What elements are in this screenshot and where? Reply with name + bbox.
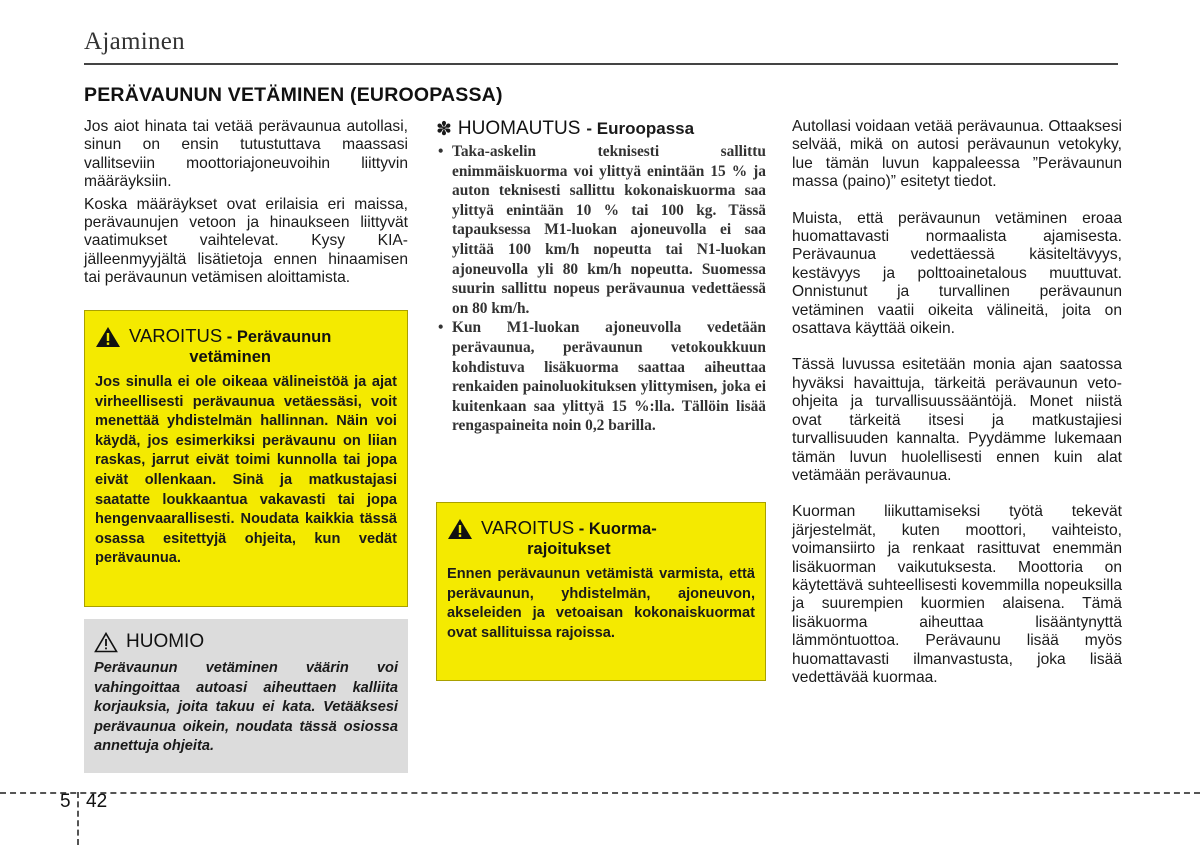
warning-title-main: VAROITUS — [481, 517, 575, 538]
note-star-icon: ✽ — [436, 118, 452, 140]
warning-box-load — [436, 502, 766, 681]
body-paragraph-4: Kuorman liikuttamiseksi työtä tekevät järjestelmät, kuten moottori, vaihteisto, voimansiirto ja renkaat rasittuvat enemmän lisäkuorman vaikutuksesta. Moottoria on käytettävä suhteellisesti kovemmilla nopeuksilla ja suurempien kuormien alaisena. Tämä lisäkuorma aiheuttaa lisääntynyttä lämmöntuottoa. Perävaunu lisää myös huomattavasti ilmanvastusta, joka lisää vedettävää kuormaa. — [792, 503, 1122, 686]
intro-paragraph-2: Koska määräykset ovat erilaisia eri maissa, perävaunujen vetoon ja hinaukseen liittyvät vaatimukset vaihtelevat. Kysy KIA-jälleenmyyjältä lisätietoja ennen hinaamisen tai perävaunun vetämisen aloittamista. — [84, 195, 408, 287]
warning-body: Jos sinulla ei ole oikeaa välineistöä ja ajat virheellisesti perävaunua vetäessäsi, voit menettää yhdistelmän hallinnan. Näin voi käydä, jos esimerkiksi perävaunu on liian raskas, jarrut eivät toimi kunnolla tai jopa eivät ollenkaan. Sinä ja matkustajasi saatatte loukkaantua vakavasti tai jopa hengenvaarallisesti. Noudata kaikkia tässä osassa esitettyjä ohjeita, kun vedät perävaunua. — [95, 374, 397, 567]
header-divider — [84, 63, 1118, 65]
warning-title — [481, 517, 657, 559]
caution-body: Perävaunun vetäminen väärin voi vahingoittaa autoasi aiheuttaen kalliita korjauksia, joita takuu ei kata. Vetääksesi perävaunua oikein, noudata tässä osiossa annettuja ohjeita. — [94, 660, 398, 755]
note-list — [436, 142, 766, 436]
note-subtitle: - Euroopassa — [586, 119, 695, 138]
column-3 — [792, 118, 1122, 705]
body-paragraph-2: Muista, että perävaunun vetäminen eroaa huomattavasti normaalista ajamisesta. Perävaunua vedettäessä käsiteltävyys, kestävyys ja polttoainetalous muuttuvat. Onnistunut ja turvallinen perävaunun vetäminen vaatii oikeita välineitä, joita on osattava käyttää oikein. — [792, 209, 1122, 338]
caution-title: HUOMIO — [126, 631, 205, 652]
note-item: • Kun M1-luokan ajoneuvolla vedetään perävaunua, perävaunun vetokoukkuun kohdistuva lisäkuorma saattaa aiheuttaa renkaiden painoluokituksen ylittymisen, joka ei kuitenkaan saa ylittyä 15 %:lla. Tällöin lisää rengaspaineita noin 0,2 barilla. — [436, 318, 766, 436]
warning-title-main: VAROITUS — [129, 325, 223, 346]
note-header — [436, 118, 766, 140]
warning-title-sub: - Perävaunun — [222, 328, 332, 346]
body-paragraph-1: Autollasi voidaan vetää perävaunua. Ottaaksesi selvää, mikä on autosi perävaunun vetokyky, lue tämän luvun kappaleessa ”Perävaunun massa (paino)” esitetyt tiedot. — [792, 118, 1122, 191]
warning-header — [95, 325, 397, 367]
page-number: 42 — [86, 791, 108, 812]
warning-triangle-icon — [95, 326, 121, 348]
warning-title-sub: - Kuorma- — [574, 520, 657, 538]
warning-header — [447, 517, 755, 559]
caution-box — [84, 619, 408, 773]
warning-body: Ennen perävaunun vetämistä varmista, että perävaunun, yhdistelmän, ajoneuvon, akseleiden ja vetoaisan kokonaiskuormat ovat sallituissa rajoissa. — [447, 566, 755, 641]
warning-title-sub-line2: vetäminen — [189, 348, 271, 366]
warning-triangle-icon — [447, 518, 473, 540]
column-1 — [84, 118, 408, 288]
note-title: HUOMAUTUS — [457, 118, 581, 139]
caution-header — [94, 631, 398, 653]
warning-title — [129, 325, 331, 367]
note-item: • Taka-askelin teknisesti sallittu enimmäiskuorma voi ylittyä enintään 15 % ja auton teknisesti sallittu kokonaiskuorma saa ylittyä enintään 10 % tai 100 kg. Tässä tapauksessa M1-luokan ajoneuvolla ei saa ylittää 100 km/h nopeutta tai N1-luokan ajoneuvolla yli 80 km/h nopeutta. Suomessa suurin sallittu nopeus perävaunua vedettäessä on 80 km/h. — [436, 142, 766, 318]
footer-vertical-divider — [77, 792, 79, 845]
column-2 — [436, 118, 766, 436]
page-heading: PERÄVAUNUN VETÄMINEN (EUROOPASSA) — [84, 84, 503, 106]
footer-divider — [0, 792, 1200, 794]
caution-triangle-icon — [94, 632, 118, 653]
chapter-number: 5 — [60, 791, 71, 812]
warning-title-sub-line2: rajoitukset — [527, 540, 611, 558]
intro-paragraph-1: Jos aiot hinata tai vetää perävaunua autollasi, sinun on ensin tutustuttava maassasi vallitseviin moottoriajoneuvoihin liittyvin määräyksiin. — [84, 118, 408, 191]
body-paragraph-3: Tässä luvussa esitetään monia ajan saatossa hyväksi havaittuja, tärkeitä perävaunun veto-ohjeita ja turvallisuussääntöjä. Monet niistä ovat tärkeitä itsesi ja matkustajiesi turvallisuuden kannalta. Pyydämme lukemaan tämän luvun huolellisesti ennen kuin alat vetämään perävaunua. — [792, 356, 1122, 484]
warning-box-trailer — [84, 310, 408, 607]
section-title: Ajaminen — [84, 28, 185, 55]
